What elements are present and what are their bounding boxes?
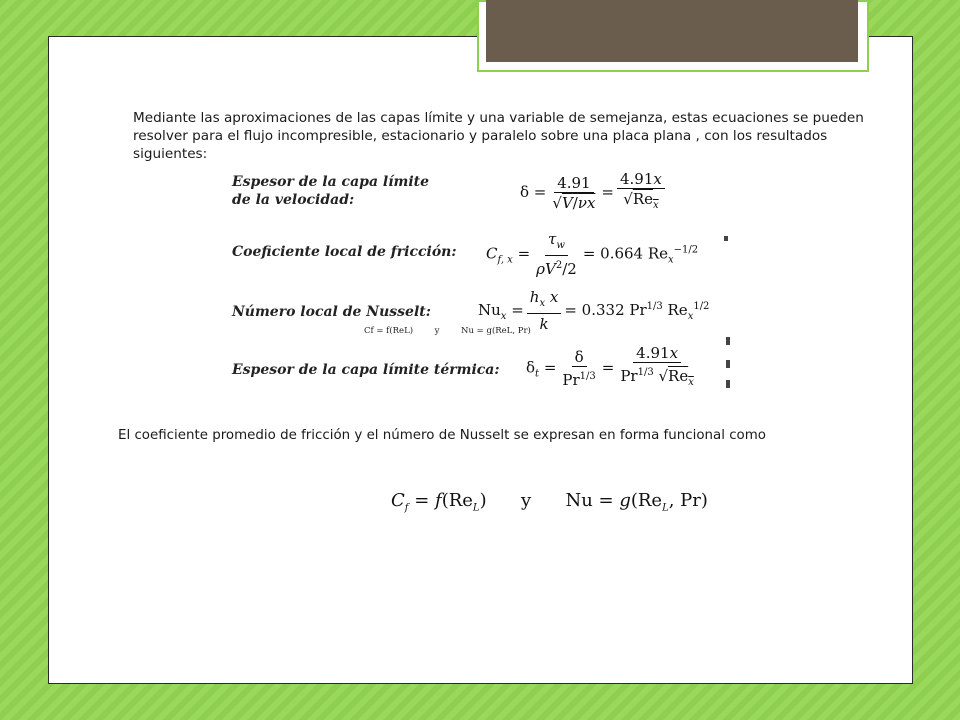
functional-form-equation — [391, 490, 708, 514]
thermal-thickness-equation: $\delta_t$ = $\frac{\delta}{Pr^{1/3}}$ = $\frac{4.91x}{Pr^{1/3} √Re_x}$ — [526, 344, 694, 389]
nusselt-equation: $Nu_x$ = $\frac{h_x x}{k}$ = 0.332 $Pr^{1/3}$ $Re_x^{1/2}$ — [478, 288, 710, 333]
cropped-edge-mark — [724, 236, 728, 241]
cropped-edge-mark — [726, 360, 730, 368]
label-thermal-thickness: Espesor de la capa límite térmica: — [232, 362, 500, 378]
velocity-thickness-equation: δ = $\frac{4.91}{√V/\nu x}$ = $\frac{4.91x}{√Re_x}$ — [520, 170, 668, 216]
label-friction-coefficient: Coeficiente local de fricción: — [232, 244, 457, 260]
label-velocity-thickness-line2: de la velocidad: — [232, 192, 355, 208]
cropped-edge-mark — [726, 380, 730, 388]
boundary-layer-formulas-image — [228, 168, 730, 394]
label-velocity-thickness-line1: Espesor de la capa límite — [232, 174, 430, 190]
label-nusselt-number: Número local de Nusselt: — [232, 304, 431, 320]
connector-word: y — [520, 490, 532, 511]
functional-form-paragraph: El coeficiente promedio de fricción y el número de Nusselt se expresan en forma funcional como — [118, 428, 766, 443]
friction-function: $C_f = f(Re_L)$ — [391, 490, 487, 514]
intro-paragraph: Mediante las aproximaciones de las capas límite y una variable de semejanza, estas ecuaciones se pueden resolver para el flujo incompresible, estacionario y paralelo sobre una placa plana , con los resultados siguientes: — [133, 110, 864, 162]
title-placeholder-box — [486, 0, 858, 62]
overlay-small-equation: Cf = f(ReL) y Nu = g(ReL, Pr) — [364, 326, 531, 336]
cropped-edge-mark — [726, 337, 730, 345]
friction-coefficient-equation: $C_{f, x}$ = $\frac{\tau_w}{\rho V^2/2}$ = 0.664 $Re_x^{-1/2}$ — [486, 230, 699, 278]
nusselt-function: $Nu = g(Re_L$, Pr) — [565, 490, 708, 514]
